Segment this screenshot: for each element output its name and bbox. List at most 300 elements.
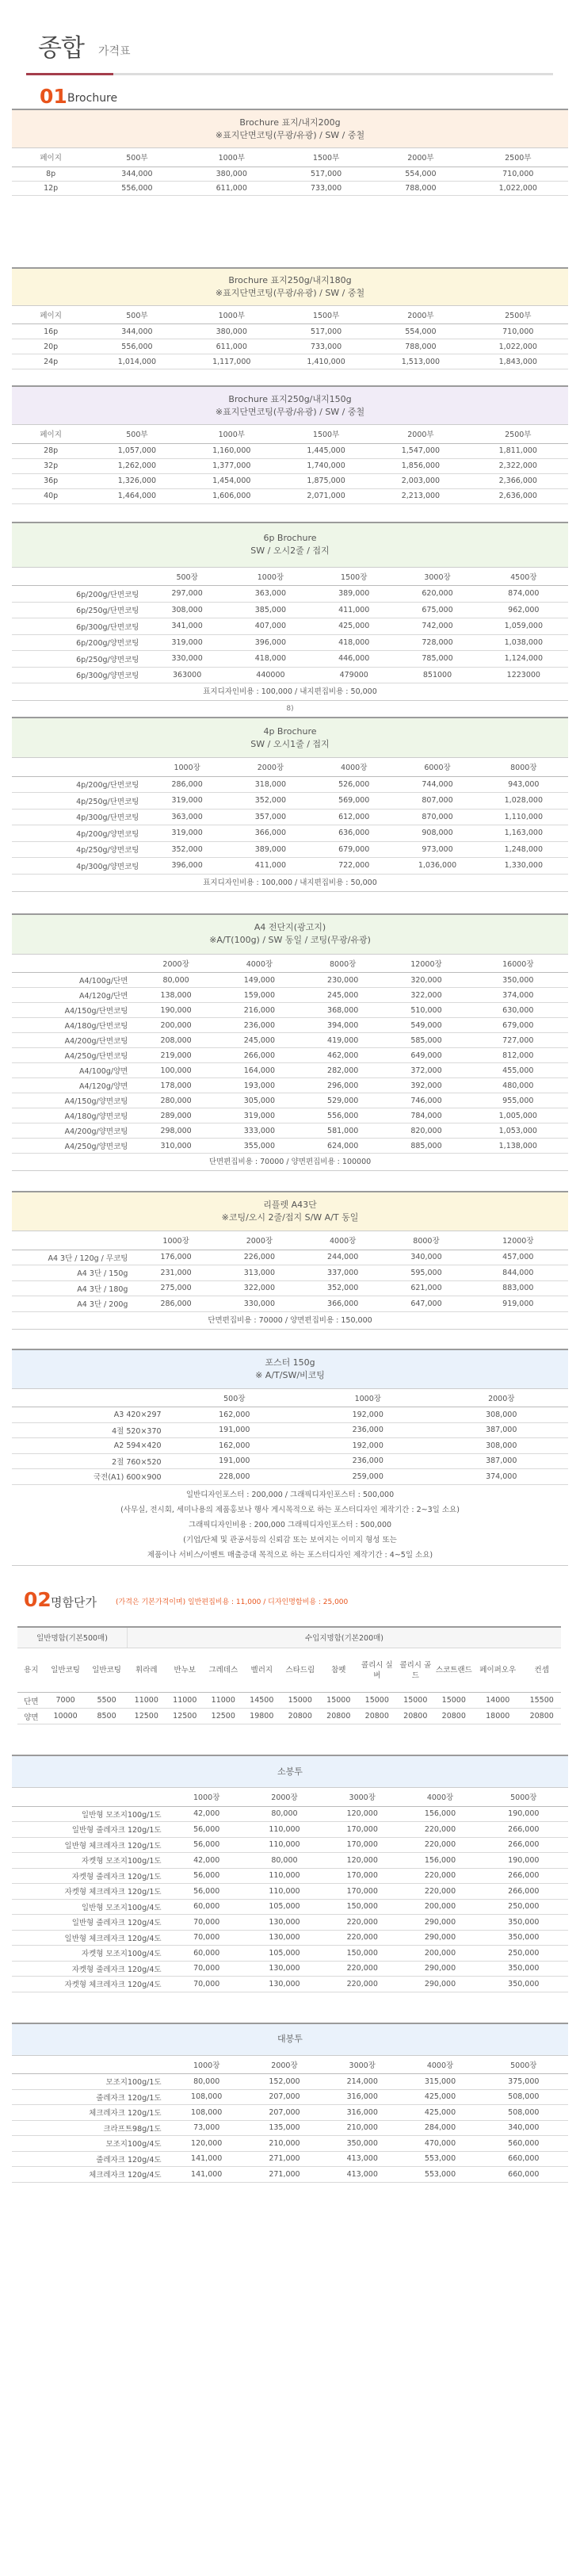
table-row [12, 1265, 568, 1281]
column-header: 3000장 [323, 2056, 401, 2074]
price-cell: 1,124,000 [479, 651, 568, 668]
table-row [12, 443, 568, 458]
table-row [12, 1422, 568, 1438]
price-cell: 141,000 [168, 2167, 246, 2183]
group-header-right: 수입지명함(기본200매) [128, 1628, 561, 1648]
price-cell: 266,000 [479, 1837, 568, 1853]
price-cell: 289,000 [134, 1108, 217, 1123]
t10-banner-line: 소봉투 [277, 1766, 303, 1777]
price-cell: 1,022,000 [468, 181, 568, 195]
price-cell: 135,000 [246, 2120, 323, 2136]
price-cell: 411,000 [229, 858, 312, 875]
price-cell: 812,000 [468, 1048, 568, 1063]
price-cell: 1,326,000 [90, 473, 184, 488]
price-cell: 266,000 [479, 1822, 568, 1838]
price-cell: 73,000 [168, 2120, 246, 2136]
t8-banner-line: ※ A/T/SW/비코팅 [255, 1369, 325, 1380]
price-cell: 245,000 [301, 988, 384, 1003]
price-cell: 18000 [473, 1709, 522, 1724]
row-label: 4p/200g/단면코팅 [12, 776, 145, 793]
price-cell: 1,547,000 [373, 443, 467, 458]
price-cell: 556,000 [90, 181, 184, 195]
t7-banner-line: 리플렛 A43단 [263, 1200, 317, 1210]
t7-footer-note: 단면편집비용 : 70000 / 양면편집비용 : 150,000 [12, 1312, 568, 1330]
row-label: A4/180g/양면코팅 [12, 1108, 134, 1123]
price-cell: 411,000 [312, 602, 395, 618]
price-cell: 271,000 [246, 2167, 323, 2183]
table-row [17, 1709, 561, 1724]
price-cell: 962,000 [479, 602, 568, 618]
price-cell: 220,000 [323, 1961, 401, 1977]
t7-banner-line: ※코팅/오시 2줄/접지 S/W A/T 동일 [221, 1212, 359, 1223]
row-label: 일반형 체크레자크 120g/1도 [12, 1837, 168, 1853]
price-cell: 20800 [396, 1709, 435, 1724]
price-cell: 308,000 [145, 602, 228, 618]
price-cell: 387,000 [434, 1453, 568, 1469]
price-cell: 337,000 [301, 1265, 384, 1281]
column-header: 8000장 [384, 1231, 467, 1250]
price-cell: 220,000 [401, 1884, 479, 1900]
row-label: 모조지100g/1도 [12, 2074, 168, 2090]
column-header: 1500부 [279, 425, 373, 443]
row-label: 크라프트98g/1도 [12, 2120, 168, 2136]
price-cell: 387,000 [434, 1422, 568, 1438]
price-cell: 275,000 [134, 1280, 217, 1296]
column-header: 휘라레 [128, 1648, 166, 1693]
price-cell: 192,000 [301, 1438, 434, 1454]
table-row [12, 1961, 568, 1977]
row-label: 6p/250g/양면코팅 [12, 651, 145, 668]
price-cell: 316,000 [323, 2105, 401, 2121]
page-subtitle: 가격표 [98, 45, 131, 58]
column-header: 4500장 [479, 568, 568, 586]
price-cell: 352,000 [229, 793, 312, 810]
column-header: 1500부 [279, 148, 373, 167]
price-cell: 973,000 [395, 841, 479, 858]
t4-footer-note: 표지디자인비용 : 100,000 / 내지편집비용 : 50,000 [12, 683, 568, 701]
price-cell: 340,000 [479, 2120, 568, 2136]
price-cell: 296,000 [301, 1078, 384, 1093]
header-row [12, 425, 568, 443]
price-cell: 105,000 [246, 1899, 323, 1915]
price-cell: 178,000 [134, 1078, 217, 1093]
price-cell: 344,000 [90, 324, 184, 339]
price-cell: 70,000 [168, 1915, 246, 1931]
price-cell: 7000 [45, 1693, 86, 1709]
price-cell: 350,000 [479, 1977, 568, 1992]
price-cell: 14500 [242, 1693, 281, 1709]
brochure-section-header [40, 82, 580, 109]
price-cell: 8500 [86, 1709, 128, 1724]
row-label: 체크레자크 120g/4도 [12, 2167, 168, 2183]
price-cell: 1,513,000 [373, 354, 467, 369]
row-label: 4p/300g/양면코팅 [12, 858, 145, 875]
price-cell: 955,000 [468, 1093, 568, 1108]
section-number: 02 [24, 1587, 52, 1611]
price-cell: 727,000 [468, 1033, 568, 1048]
card-section-header [24, 1585, 580, 1612]
t6-grid [12, 955, 568, 1154]
row-label: A4 3단 / 150g [12, 1265, 134, 1281]
t4-small-mark: 8) [286, 705, 294, 713]
price-cell: 556,000 [90, 339, 184, 354]
section-note: (가격은 기본가격이며) 일반편집비용 : 11,000 / 디자인명함비용 : 25,000 [116, 1598, 349, 1606]
price-cell: 110,000 [246, 1884, 323, 1900]
title-divider [26, 73, 553, 75]
price-cell: 350,000 [323, 2136, 401, 2152]
price-cell: 190,000 [479, 1853, 568, 1869]
price-cell: 529,000 [301, 1093, 384, 1108]
price-cell: 394,000 [301, 1018, 384, 1033]
price-cell: 660,000 [479, 2167, 568, 2183]
price-cell: 820,000 [384, 1123, 467, 1139]
price-cell: 554,000 [373, 324, 467, 339]
price-cell: 138,000 [134, 988, 217, 1003]
price-cell: 636,000 [312, 825, 395, 842]
column-header: 1000부 [185, 306, 279, 324]
note-line: 제품이나 서비스/이벤트 매출증대 목적으로 하는 포스터디자인 제작기간 : 4~5일 소요) [147, 1550, 433, 1560]
price-cell: 80,000 [246, 1806, 323, 1822]
column-header: 페이지 [12, 148, 90, 167]
price-cell: 1,138,000 [468, 1139, 568, 1154]
price-cell: 20800 [435, 1709, 474, 1724]
t7-price-table [12, 1191, 568, 1330]
t2-banner [12, 269, 568, 306]
price-cell: 330,000 [218, 1296, 301, 1312]
t10-grid [12, 1788, 568, 1992]
row-label: 16p [12, 324, 90, 339]
price-cell: 214,000 [323, 2074, 401, 2090]
price-cell: 746,000 [384, 1093, 467, 1108]
price-cell: 2,003,000 [373, 473, 467, 488]
column-header: 16000장 [468, 955, 568, 973]
price-cell: 42,000 [168, 1853, 246, 1869]
price-cell: 733,000 [279, 181, 373, 195]
price-cell: 250,000 [479, 1946, 568, 1962]
t11-price-table [12, 2023, 568, 2183]
row-label: A4 3단 / 120g / 무코팅 [12, 1250, 134, 1265]
price-cell: 462,000 [301, 1048, 384, 1063]
table-row [12, 1296, 568, 1312]
price-cell: 413,000 [323, 2151, 401, 2167]
header-row [12, 1231, 568, 1250]
column-header: 8000장 [479, 758, 568, 776]
price-cell: 216,000 [218, 1003, 301, 1018]
price-cell: 12500 [128, 1709, 166, 1724]
price-cell: 341,000 [145, 618, 228, 635]
t3-banner [12, 387, 568, 425]
price-cell: 350,000 [479, 1961, 568, 1977]
price-cell: 192,000 [301, 1407, 434, 1423]
table-row [12, 858, 568, 875]
price-cell: 624,000 [301, 1139, 384, 1154]
row-label: A4/200g/단면코팅 [12, 1033, 134, 1048]
column-header: 용지 [17, 1648, 45, 1693]
row-label: 자켓형 체크레자크 120g/1도 [12, 1884, 168, 1900]
price-cell: 20800 [522, 1709, 561, 1724]
t4-banner-line: 6p Brochure [263, 533, 317, 543]
price-cell: 286,000 [134, 1296, 217, 1312]
price-cell: 389,000 [312, 586, 395, 603]
row-label: 4p/200g/양면코팅 [12, 825, 145, 842]
price-cell: 5500 [86, 1693, 128, 1709]
price-cell: 368,000 [301, 1003, 384, 1018]
price-cell: 660,000 [479, 2151, 568, 2167]
price-cell: 418,000 [312, 634, 395, 651]
column-header: 2500부 [468, 425, 568, 443]
price-cell: 11000 [204, 1693, 243, 1709]
table-row [12, 2074, 568, 2090]
price-cell: 290,000 [401, 1977, 479, 1992]
price-cell: 12500 [166, 1709, 204, 1724]
price-cell: 266,000 [479, 1884, 568, 1900]
t7-banner [12, 1192, 568, 1231]
price-cell: 207,000 [246, 2089, 323, 2105]
price-cell: 1,262,000 [90, 458, 184, 473]
t5-banner-line: SW / 오시1줄 / 접지 [250, 738, 330, 749]
price-cell: 20800 [281, 1709, 320, 1724]
table-row [12, 825, 568, 842]
price-cell: 15000 [358, 1693, 397, 1709]
header-row [17, 1648, 561, 1693]
row-label: A4/150g/양면코팅 [12, 1093, 134, 1108]
price-cell: 220,000 [401, 1868, 479, 1884]
price-cell: 176,000 [134, 1250, 217, 1265]
price-cell: 210,000 [246, 2136, 323, 2152]
column-header: 500부 [90, 306, 184, 324]
price-cell: 392,000 [384, 1078, 467, 1093]
page-header [0, 0, 580, 75]
price-cell: 560,000 [479, 2136, 568, 2152]
table-row [12, 458, 568, 473]
table-row [12, 1930, 568, 1946]
row-label: 자켓형 줄레자크 120g/4도 [12, 1961, 168, 1977]
price-cell: 190,000 [479, 1806, 568, 1822]
price-cell: 320,000 [384, 973, 467, 988]
table-row [12, 634, 568, 651]
table-row [12, 1837, 568, 1853]
row-label: 2절 760×520 [12, 1453, 168, 1469]
price-cell: 110,000 [246, 1822, 323, 1838]
row-label: 36p [12, 473, 90, 488]
column-header [12, 955, 134, 973]
section-number: 01 [40, 85, 67, 108]
t2-banner-line: ※표지단면코팅(무광/유광) / SW / 중철 [215, 287, 365, 298]
price-cell: 553,000 [401, 2167, 479, 2183]
table-row [12, 1078, 568, 1093]
price-cell: 286,000 [145, 776, 228, 793]
row-label: A4/180g/단면코팅 [12, 1018, 134, 1033]
price-cell: 162,000 [168, 1407, 301, 1423]
price-cell: 350,000 [468, 973, 568, 988]
price-cell: 649,000 [384, 1048, 467, 1063]
price-cell: 236,000 [301, 1422, 434, 1438]
row-label: 자켓형 체크레자크 120g/4도 [12, 1977, 168, 1992]
table-row [12, 1108, 568, 1123]
table-row [12, 1946, 568, 1962]
t8-price-table [12, 1349, 568, 1566]
column-header [12, 1788, 168, 1806]
price-cell: 170,000 [323, 1822, 401, 1838]
price-cell: 352,000 [145, 841, 228, 858]
column-header: 1500장 [312, 568, 395, 586]
price-cell: 352,000 [301, 1280, 384, 1296]
t7-grid [12, 1231, 568, 1312]
t9-price-table [17, 1626, 561, 1725]
price-cell: 298,000 [134, 1123, 217, 1139]
price-cell: 366,000 [229, 825, 312, 842]
header-row [12, 1788, 568, 1806]
table-row [12, 2136, 568, 2152]
price-cell: 210,000 [323, 2120, 401, 2136]
price-cell: 305,000 [218, 1093, 301, 1108]
column-header: 2500부 [468, 148, 568, 167]
table-row [12, 1853, 568, 1869]
price-cell: 333,000 [218, 1123, 301, 1139]
price-cell: 108,000 [168, 2105, 246, 2121]
price-cell: 19800 [242, 1709, 281, 1724]
price-cell: 149,000 [218, 973, 301, 988]
price-cell: 1,330,000 [479, 858, 568, 875]
header-row [12, 2056, 568, 2074]
column-header: 2000장 [434, 1389, 568, 1407]
price-cell: 110,000 [246, 1868, 323, 1884]
row-label: 단면 [17, 1693, 45, 1709]
column-header: 1000장 [134, 1231, 217, 1250]
column-header: 2000장 [134, 955, 217, 973]
column-header: 4000장 [401, 1788, 479, 1806]
price-cell: 510,000 [384, 1003, 467, 1018]
price-cell: 280,000 [134, 1093, 217, 1108]
t8-banner-line: 포스터 150g [265, 1357, 315, 1368]
price-cell: 2,322,000 [468, 458, 568, 473]
price-cell: 152,000 [246, 2074, 323, 2090]
price-cell: 105,000 [246, 1946, 323, 1962]
row-label: A4/150g/단면코팅 [12, 1003, 134, 1018]
price-cell: 244,000 [301, 1250, 384, 1265]
t1-price-table [12, 109, 568, 196]
price-cell: 60,000 [168, 1946, 246, 1962]
price-cell: 396,000 [145, 858, 228, 875]
row-label: 국전(A1) 600×900 [12, 1469, 168, 1485]
t8-notes [12, 1485, 568, 1566]
table-row [12, 809, 568, 825]
t6-banner-line: ※A/T(100g) / SW 동일 / 코팅(무광/유광) [209, 935, 371, 945]
t3-price-table [12, 385, 568, 504]
table-row [12, 1003, 568, 1018]
price-cell: 569,000 [312, 793, 395, 810]
table-row [12, 973, 568, 988]
table-row [12, 1048, 568, 1063]
table-row [12, 1868, 568, 1884]
table-row [12, 1280, 568, 1296]
header-row [12, 955, 568, 973]
price-cell: 220,000 [323, 1977, 401, 1992]
price-cell: 56,000 [168, 1837, 246, 1853]
price-cell: 457,000 [468, 1250, 568, 1265]
price-cell: 70,000 [168, 1961, 246, 1977]
column-header [12, 1231, 134, 1250]
price-cell: 1,856,000 [373, 458, 467, 473]
price-cell: 170,000 [323, 1837, 401, 1853]
price-cell: 556,000 [301, 1108, 384, 1123]
price-cell: 363000 [145, 667, 228, 683]
header-row [12, 758, 568, 776]
t5-grid [12, 758, 568, 875]
t4-price-table [12, 522, 568, 702]
t2-banner-line: Brochure 표지250g/내지180g [228, 274, 352, 285]
price-cell: 784,000 [384, 1108, 467, 1123]
table-row [12, 354, 568, 369]
price-cell: 56,000 [168, 1868, 246, 1884]
note-line: (기업/단체 및 관공서등의 신뢰감 또는 보여지는 이미지 형성 또는 [183, 1535, 397, 1544]
price-cell: 851000 [395, 667, 479, 683]
column-header: 2000부 [373, 148, 467, 167]
price-cell: 228,000 [168, 1469, 301, 1485]
table-row [12, 793, 568, 810]
table-row [12, 1469, 568, 1485]
price-cell: 710,000 [468, 167, 568, 181]
column-header [12, 2056, 168, 2074]
row-label: 모조지100g/4도 [12, 2136, 168, 2152]
price-cell: 549,000 [384, 1018, 467, 1033]
price-cell: 130,000 [246, 1961, 323, 1977]
price-cell: 170,000 [323, 1884, 401, 1900]
t10-banner [12, 1756, 568, 1788]
t6-banner [12, 915, 568, 955]
price-cell: 219,000 [134, 1048, 217, 1063]
table-row [12, 1063, 568, 1078]
t6-banner-line: A4 전단지(광고지) [254, 922, 326, 932]
column-header: 1000장 [229, 568, 312, 586]
price-cell: 479000 [312, 667, 395, 683]
price-cell: 621,000 [384, 1280, 467, 1296]
price-cell: 1,377,000 [185, 458, 279, 473]
price-cell: 425,000 [401, 2105, 479, 2121]
column-header: 2000장 [246, 2056, 323, 2074]
price-cell: 508,000 [479, 2105, 568, 2121]
row-label: 자켓형 모조지100g/1도 [12, 1853, 168, 1869]
price-cell: 271,000 [246, 2151, 323, 2167]
price-cell: 1,059,000 [479, 618, 568, 635]
price-cell: 733,000 [279, 339, 373, 354]
price-cell: 526,000 [312, 776, 395, 793]
price-cell: 208,000 [134, 1033, 217, 1048]
price-cell: 1,811,000 [468, 443, 568, 458]
column-header: 페이퍼오우 [473, 1648, 522, 1693]
table-row [12, 1438, 568, 1454]
table-row [12, 1250, 568, 1265]
price-cell: 1,464,000 [90, 488, 184, 503]
price-cell: 440000 [229, 667, 312, 683]
table-row [12, 1884, 568, 1900]
price-cell: 1,454,000 [185, 473, 279, 488]
price-cell: 1,445,000 [279, 443, 373, 458]
column-header: 페이지 [12, 306, 90, 324]
price-cell: 200,000 [401, 1899, 479, 1915]
price-cell: 130,000 [246, 1915, 323, 1931]
price-cell: 310,000 [134, 1139, 217, 1154]
price-cell: 908,000 [395, 825, 479, 842]
table-row [12, 667, 568, 683]
column-header: 12000장 [384, 955, 467, 973]
price-cell: 788,000 [373, 339, 467, 354]
price-cell: 385,000 [229, 602, 312, 618]
price-cell: 191,000 [168, 1422, 301, 1438]
price-cell: 70,000 [168, 1930, 246, 1946]
price-cell: 15500 [522, 1693, 561, 1709]
row-label: 8p [12, 167, 90, 181]
